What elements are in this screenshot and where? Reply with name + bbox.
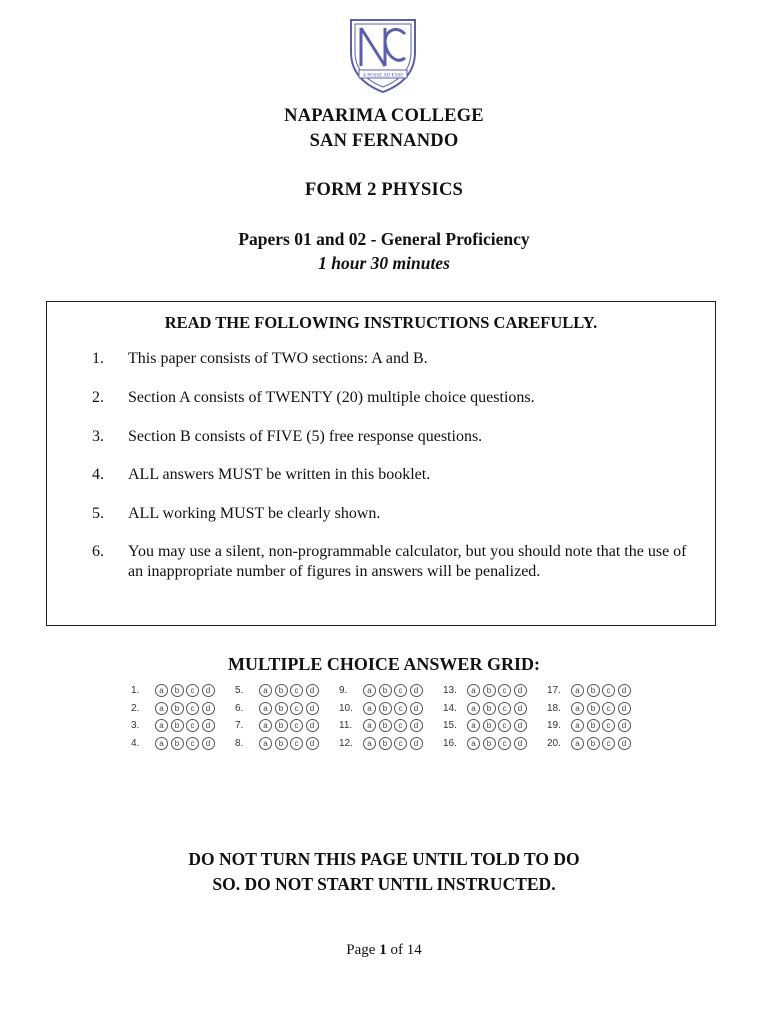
question-number: 5.: [235, 685, 244, 696]
answer-bubble-d[interactable]: d: [306, 719, 319, 732]
answer-bubble-d[interactable]: d: [514, 737, 527, 750]
answer-bubble-c[interactable]: c: [186, 684, 199, 697]
answer-bubble-a[interactable]: a: [467, 719, 480, 732]
answer-bubble-d[interactable]: d: [202, 702, 215, 715]
answer-bubble-a[interactable]: a: [571, 719, 584, 732]
instruction-number: 5.: [92, 505, 104, 522]
answer-bubble-b[interactable]: b: [379, 684, 392, 697]
answer-bubble-d[interactable]: d: [618, 684, 631, 697]
answer-bubble-c[interactable]: c: [290, 719, 303, 732]
instruction-number: 1.: [92, 350, 104, 367]
page-of: of: [390, 942, 403, 958]
answer-bubble-a[interactable]: a: [467, 684, 480, 697]
answer-bubble-c[interactable]: c: [498, 719, 511, 732]
answer-bubble-a[interactable]: a: [571, 684, 584, 697]
answer-bubble-b[interactable]: b: [275, 737, 288, 750]
question-number: 19.: [547, 720, 561, 731]
instruction-number: 2.: [92, 389, 104, 406]
answer-bubble-b[interactable]: b: [483, 684, 496, 697]
instruction-text: You may use a silent, non-programmable calculator, but you should note that the use of an inappropriate number of figures in answers will be penalized.: [128, 543, 687, 580]
instruction-number: 3.: [92, 428, 104, 445]
answer-bubble-a[interactable]: a: [259, 702, 272, 715]
answer-bubble-a[interactable]: a: [259, 684, 272, 697]
question-number: 10.: [339, 702, 353, 714]
answer-bubble-d[interactable]: d: [618, 702, 631, 715]
question-number: 8.: [235, 737, 244, 749]
answer-bubble-d[interactable]: d: [202, 684, 215, 697]
answer-bubble-c[interactable]: c: [186, 737, 199, 750]
answer-bubble-d[interactable]: d: [618, 719, 631, 732]
school-name: NAPARIMA COLLEGE: [284, 106, 484, 126]
answer-bubble-d[interactable]: d: [410, 702, 423, 715]
exam-duration: 1 hour 30 minutes: [318, 253, 450, 273]
answer-bubble-b[interactable]: b: [171, 719, 184, 732]
answer-bubble-c[interactable]: c: [602, 684, 615, 697]
answer-grid-row: [131, 736, 671, 751]
answer-bubble-d[interactable]: d: [514, 702, 527, 715]
question-number: 7.: [235, 720, 244, 731]
question-number: 3.: [131, 720, 140, 731]
answer-bubble-b[interactable]: b: [171, 684, 184, 697]
answer-bubble-c[interactable]: c: [498, 737, 511, 750]
answer-bubble-b[interactable]: b: [275, 684, 288, 697]
question-number: 2.: [131, 702, 140, 714]
question-number: 14.: [443, 702, 457, 714]
answer-bubble-c[interactable]: c: [602, 719, 615, 732]
answer-bubble-b[interactable]: b: [379, 719, 392, 732]
answer-bubble-a[interactable]: a: [259, 737, 272, 750]
answer-bubble-d[interactable]: d: [306, 702, 319, 715]
exam-subject: FORM 2 PHYSICS: [305, 180, 463, 200]
answer-bubble-c[interactable]: c: [498, 702, 511, 715]
answer-bubble-b[interactable]: b: [275, 702, 288, 715]
school-crest-icon: [345, 14, 421, 94]
answer-bubble-a[interactable]: a: [363, 684, 376, 697]
answer-grid-row: [131, 683, 671, 698]
question-number: 6.: [235, 702, 244, 714]
page-number: [0, 942, 768, 959]
page-current: 1: [379, 942, 387, 958]
answer-bubble-b[interactable]: b: [587, 737, 600, 750]
answer-bubble-d[interactable]: d: [410, 719, 423, 732]
answer-bubble-a[interactable]: a: [259, 719, 272, 732]
instruction-text: Section A consists of TWENTY (20) multiple choice questions.: [128, 389, 535, 406]
answer-bubble-c[interactable]: c: [290, 737, 303, 750]
instruction-number: 4.: [92, 466, 104, 483]
answer-bubble-c[interactable]: c: [290, 684, 303, 697]
instruction-text: Section B consists of FIVE (5) free response questions.: [128, 428, 483, 445]
answer-bubble-a[interactable]: a: [363, 702, 376, 715]
answer-bubble-b[interactable]: b: [171, 737, 184, 750]
question-number: 11.: [339, 720, 353, 731]
question-number: 15.: [443, 720, 457, 731]
answer-bubble-b[interactable]: b: [171, 702, 184, 715]
question-number: 17.: [547, 685, 561, 696]
answer-bubble-b[interactable]: b: [275, 719, 288, 732]
answer-bubble-d[interactable]: d: [514, 684, 527, 697]
question-number: 20.: [547, 737, 561, 749]
answer-bubble-a[interactable]: a: [363, 737, 376, 750]
answer-bubble-a[interactable]: a: [155, 702, 168, 715]
answer-bubble-b[interactable]: b: [587, 684, 600, 697]
instructions-heading: READ THE FOLLOWING INSTRUCTIONS CAREFULLY.: [164, 313, 598, 332]
answer-bubble-a[interactable]: a: [155, 719, 168, 732]
answer-bubble-c[interactable]: c: [498, 684, 511, 697]
answer-bubble-c[interactable]: c: [394, 737, 407, 750]
instructions-box: [46, 301, 716, 626]
answer-bubble-c[interactable]: c: [602, 737, 615, 750]
answer-bubble-d[interactable]: d: [306, 737, 319, 750]
answer-bubble-b[interactable]: b: [483, 737, 496, 750]
answer-bubble-a[interactable]: a: [571, 737, 584, 750]
answer-bubble-c[interactable]: c: [186, 702, 199, 715]
svg-text:A POSSE AD ESSE: A POSSE AD ESSE: [362, 73, 404, 79]
page-total: 14: [406, 942, 422, 958]
answer-bubble-b[interactable]: b: [379, 737, 392, 750]
answer-grid-title: MULTIPLE CHOICE ANSWER GRID:: [228, 654, 540, 674]
answer-bubble-d[interactable]: d: [306, 684, 319, 697]
warning-line: SO. DO NOT START UNTIL INSTRUCTED.: [212, 874, 556, 894]
question-number: 4.: [131, 737, 140, 749]
answer-grid-row: [131, 718, 671, 733]
instruction-text: ALL answers MUST be written in this booklet.: [128, 466, 431, 483]
answer-bubble-d[interactable]: d: [202, 737, 215, 750]
question-number: 18.: [547, 702, 561, 714]
answer-bubble-c[interactable]: c: [394, 684, 407, 697]
answer-bubble-b[interactable]: b: [483, 702, 496, 715]
answer-bubble-c[interactable]: c: [186, 719, 199, 732]
answer-bubble-a[interactable]: a: [571, 702, 584, 715]
instruction-text: ALL working MUST be clearly shown.: [128, 505, 381, 522]
question-number: 13.: [443, 685, 457, 696]
answer-bubble-c[interactable]: c: [602, 702, 615, 715]
answer-bubble-a[interactable]: a: [155, 737, 168, 750]
answer-bubble-c[interactable]: c: [394, 702, 407, 715]
answer-bubble-a[interactable]: a: [155, 684, 168, 697]
answer-bubble-c[interactable]: c: [394, 719, 407, 732]
answer-bubble-c[interactable]: c: [290, 702, 303, 715]
exam-papers: Papers 01 and 02 - General Proficiency: [238, 229, 530, 249]
answer-bubble-d[interactable]: d: [410, 684, 423, 697]
answer-bubble-d[interactable]: d: [514, 719, 527, 732]
answer-bubble-b[interactable]: b: [587, 719, 600, 732]
question-number: 1.: [131, 685, 140, 696]
question-number: 12.: [339, 737, 353, 749]
school-location: SAN FERNANDO: [309, 131, 459, 151]
answer-grid-row: [131, 701, 671, 716]
answer-bubble-d[interactable]: d: [618, 737, 631, 750]
answer-bubble-b[interactable]: b: [587, 702, 600, 715]
answer-bubble-a[interactable]: a: [363, 719, 376, 732]
question-number: 9.: [339, 685, 348, 696]
instruction-text: This paper consists of TWO sections: A and B.: [128, 350, 428, 367]
warning-line: DO NOT TURN THIS PAGE UNTIL TOLD TO DO: [188, 849, 580, 869]
answer-bubble-a[interactable]: a: [467, 737, 480, 750]
answer-bubble-b[interactable]: b: [379, 702, 392, 715]
answer-bubble-d[interactable]: d: [410, 737, 423, 750]
question-number: 16.: [443, 737, 457, 749]
answer-bubble-b[interactable]: b: [483, 719, 496, 732]
answer-bubble-a[interactable]: a: [467, 702, 480, 715]
answer-bubble-d[interactable]: d: [202, 719, 215, 732]
page-prefix: Page: [346, 942, 376, 958]
instruction-number: 6.: [92, 543, 104, 560]
